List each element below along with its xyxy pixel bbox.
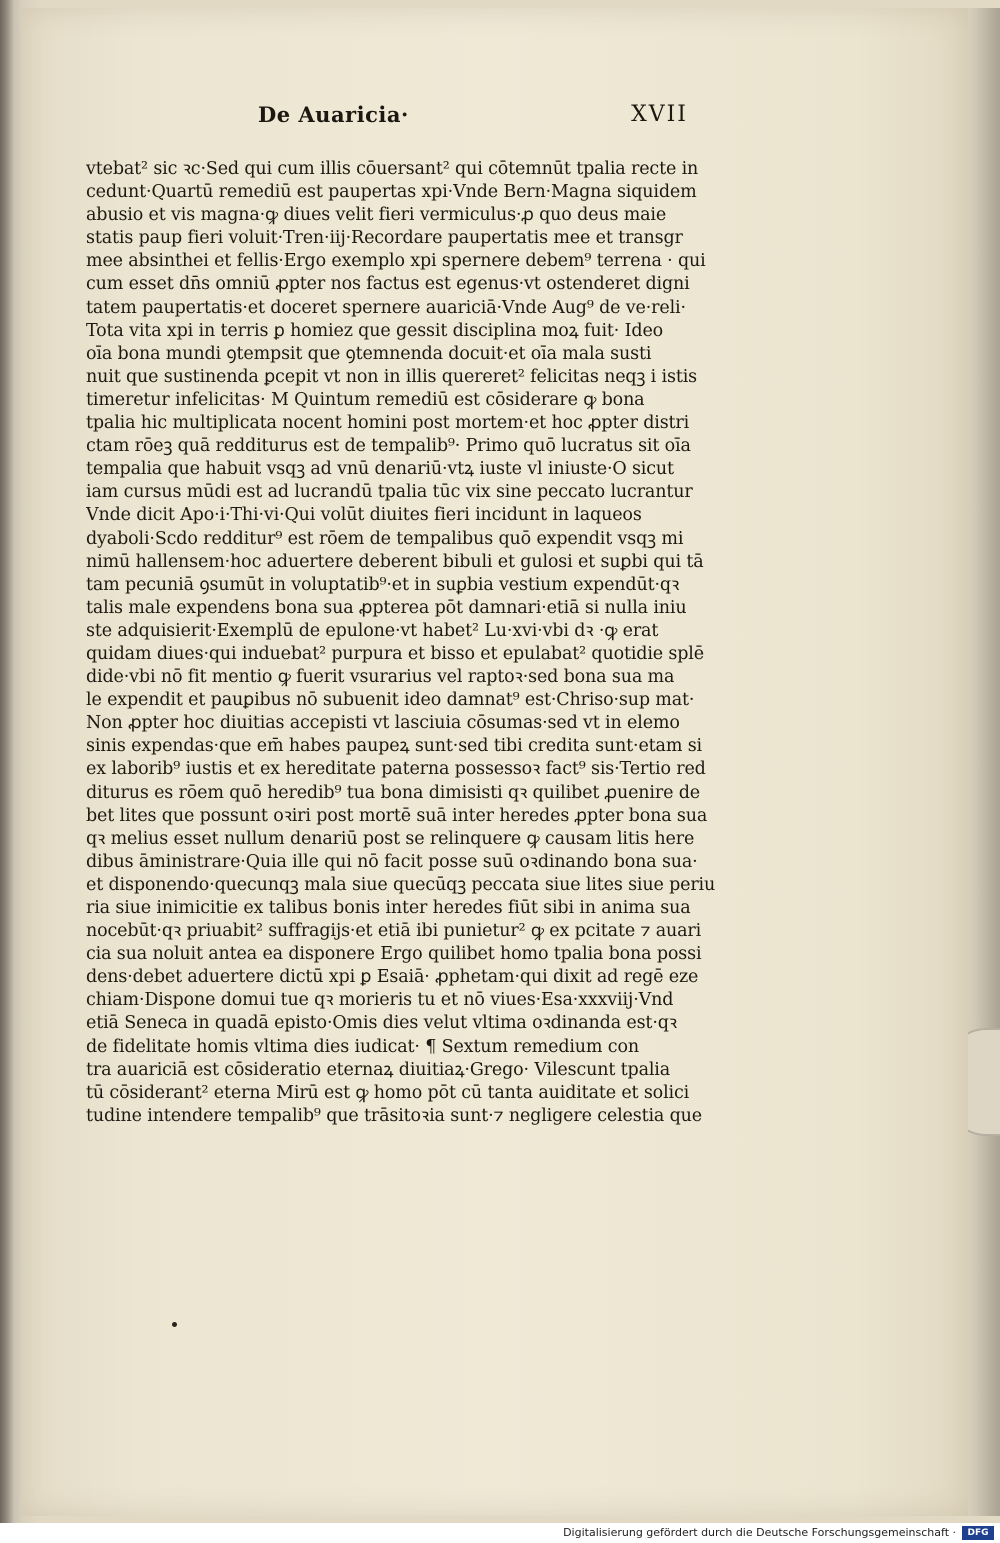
text-line: Tota vita xpi in terris ꝑ homiez que gessit disciplina moꝝ fuit· Ideo xyxy=(86,320,664,341)
text-line: cum esset dn̄s omniū ꝓpter nos factus est egenus·vt ostenderet digni xyxy=(86,274,690,295)
body-text xyxy=(86,158,736,1128)
text-line: nuit que sustinenda ꝑcepit vt non in illis quereret² felicitas neqꝫ i istis xyxy=(86,366,697,387)
text-line: quidam diues·qui induebat² purpura et bisso et epulabat² quotidie splē xyxy=(86,643,704,664)
text-line: le expendit et pauꝑibus nō subuenit ideo damnat⁹ est·Chriso·sup mat· xyxy=(86,690,695,711)
text-line: nocebūt·qꝛ priuabit² suffragijs·et etiā ibi punietur² ꝙ ex pcitate ⁊ auari xyxy=(86,921,702,942)
text-line: statis paup fieri voluit·Tren·iij·Recordare paupertatis mee et transgr xyxy=(86,228,683,249)
text-line: tudine intendere tempalib⁹ que trāsitoꝛia sunt·⁊ negligere celestia que xyxy=(86,1105,702,1126)
text-line: ctam rōeꝫ quā redditurus est de tempalib⁹· Primo quō lucratus sit oīa xyxy=(86,436,691,457)
page-edge xyxy=(966,8,1000,1516)
text-line: timeretur infelicitas· M Quintum remediū est cōsiderare ꝙ bona xyxy=(86,389,645,410)
text-line: cedunt·Quartū remediū est paupertas xpi·Vnde Bern·Magna siquidem xyxy=(86,182,697,203)
text-line: tempalia que habuit vsqꝫ ad vnū denariū·vtꝝ iuste vl iniuste·O sicut xyxy=(86,459,674,480)
text-line: qꝛ melius esset nullum denariū post se relinquere ꝙ causam litis here xyxy=(86,828,695,849)
text-line: iam cursus mūdi est ad lucrandū tpalia tūc vix sine peccato lucrantur xyxy=(86,482,693,503)
text-line: tū cōsiderant² eterna Mirū est ꝙ homo pōt cū tanta auiditate et solici xyxy=(86,1082,690,1103)
footer-bar xyxy=(0,1523,1000,1543)
text-line: et disponendo·quecunqꝫ mala siue quecūqꝫ peccata siue lites siue periu xyxy=(86,874,716,895)
text-line: diturus es rōem quō heredib⁹ tua bona dimisisti qꝛ quilibet ꝓuenire de xyxy=(86,782,700,803)
text-line: sinis expendas·que em̄ habes paupeꝝ sunt·sed tibi credita sunt·etam si xyxy=(86,736,702,757)
text-line: tam pecuniā ꝯsumūt in voluptatib⁹·et in suꝑbia vestium expendūt·qꝛ xyxy=(86,574,680,595)
text-line: de fidelitate homis vltima dies iudicat· ¶ Sextum remedium con xyxy=(86,1036,639,1057)
text-line: abusio et vis magna·ꝙ diues velit fieri vermiculus·ꝓ quo deus maie xyxy=(86,205,667,226)
text-line: ria siue inimicitie ex talibus bonis inter heredes fiūt sibi in anima sua xyxy=(86,898,691,918)
text-line: chiam·Dispone domui tue qꝛ morieris tu et nō viues·Esa·xxxviij·Vnd xyxy=(86,990,674,1011)
text-line: etiā Seneca in quadā episto·Omis dies velut vltima oꝛdinanda est·qꝛ xyxy=(86,1013,677,1034)
text-line: dyaboli·Scdo redditur⁹ est rōem de tempalibus quō expendit vsqꝫ mi xyxy=(86,528,684,549)
text-line: talis male expendens bona sua ꝓpterea pōt damnari·etiā si nulla iniu xyxy=(86,597,687,618)
text-line: tpalia hic multiplicata nocent homini post mortem·et hoc ꝓpter distri xyxy=(86,413,690,434)
ink-dot xyxy=(172,1322,177,1327)
folio-number: XVII xyxy=(631,102,688,127)
text-line: vtebat² sic ꝛc·Sed qui cum illis cōuersant² qui cōtemnūt tpalia recte in xyxy=(86,159,699,179)
text-line: Vnde dicit Apo·i·Thi·vi·Qui volūt diuites fieri incidunt in laqueos xyxy=(86,505,642,526)
text-line: nimū hallensem·hoc aduertere deberent bibuli et gulosi et suꝑbi qui tā xyxy=(86,551,704,572)
text-line: ste adquisierit·Exemplū de epulone·vt habet² Lu·xvi·vbi dꝛ ·ꝙ erat xyxy=(86,620,659,641)
text-line: cia sua noluit antea ea disponere Ergo quilibet homo tpalia bona possi xyxy=(86,944,702,965)
text-line: ex laborib⁹ iustis et ex hereditate paterna possessoꝛ fact⁹ sis·Tertio red xyxy=(86,759,706,780)
text-line: dens·debet aduertere dictū xpi ꝑ Esaiā· ꝓphetam·qui dixit ad regē eze xyxy=(86,967,699,988)
text-line: Non ꝓpter hoc diuitias accepisti vt lasciuia cōsumas·sed vt in elemo xyxy=(86,713,680,734)
footer-credit: Digitalisierung gefördert durch die Deutsche Forschungsgemeinschaft · xyxy=(563,1526,956,1539)
running-title: De Auaricia· xyxy=(258,102,409,127)
page-header xyxy=(258,102,688,136)
text-line: mee absinthei et fellis·Ergo exemplo xpi spernere debem⁹ terrena · qui xyxy=(86,251,706,272)
text-line: oīa bona mundi ꝯtempsit que ꝯtemnenda docuit·et oīa mala susti xyxy=(86,343,652,364)
text-line: dibus āministrare·Quia ille qui nō facit posse suū oꝛdinando bona sua· xyxy=(86,851,698,872)
dfg-logo: DFG xyxy=(962,1526,994,1540)
text-line: dide·vbi nō fit mentio ꝙ fuerit vsurarius vel raptoꝛ·sed bona sua ma xyxy=(86,667,675,688)
text-line: bet lites que possunt oꝛiri post mortē suā inter heredes ꝓpter bona sua xyxy=(86,805,708,826)
text-line: tatem paupertatis·et doceret spernere auariciā·Vnde Aug⁹ de ve·reli· xyxy=(86,297,686,318)
text-line: tra auariciā est cōsideratio eternaꝝ diuitiaꝝ·Grego· Vilescunt tpalia xyxy=(86,1059,671,1080)
